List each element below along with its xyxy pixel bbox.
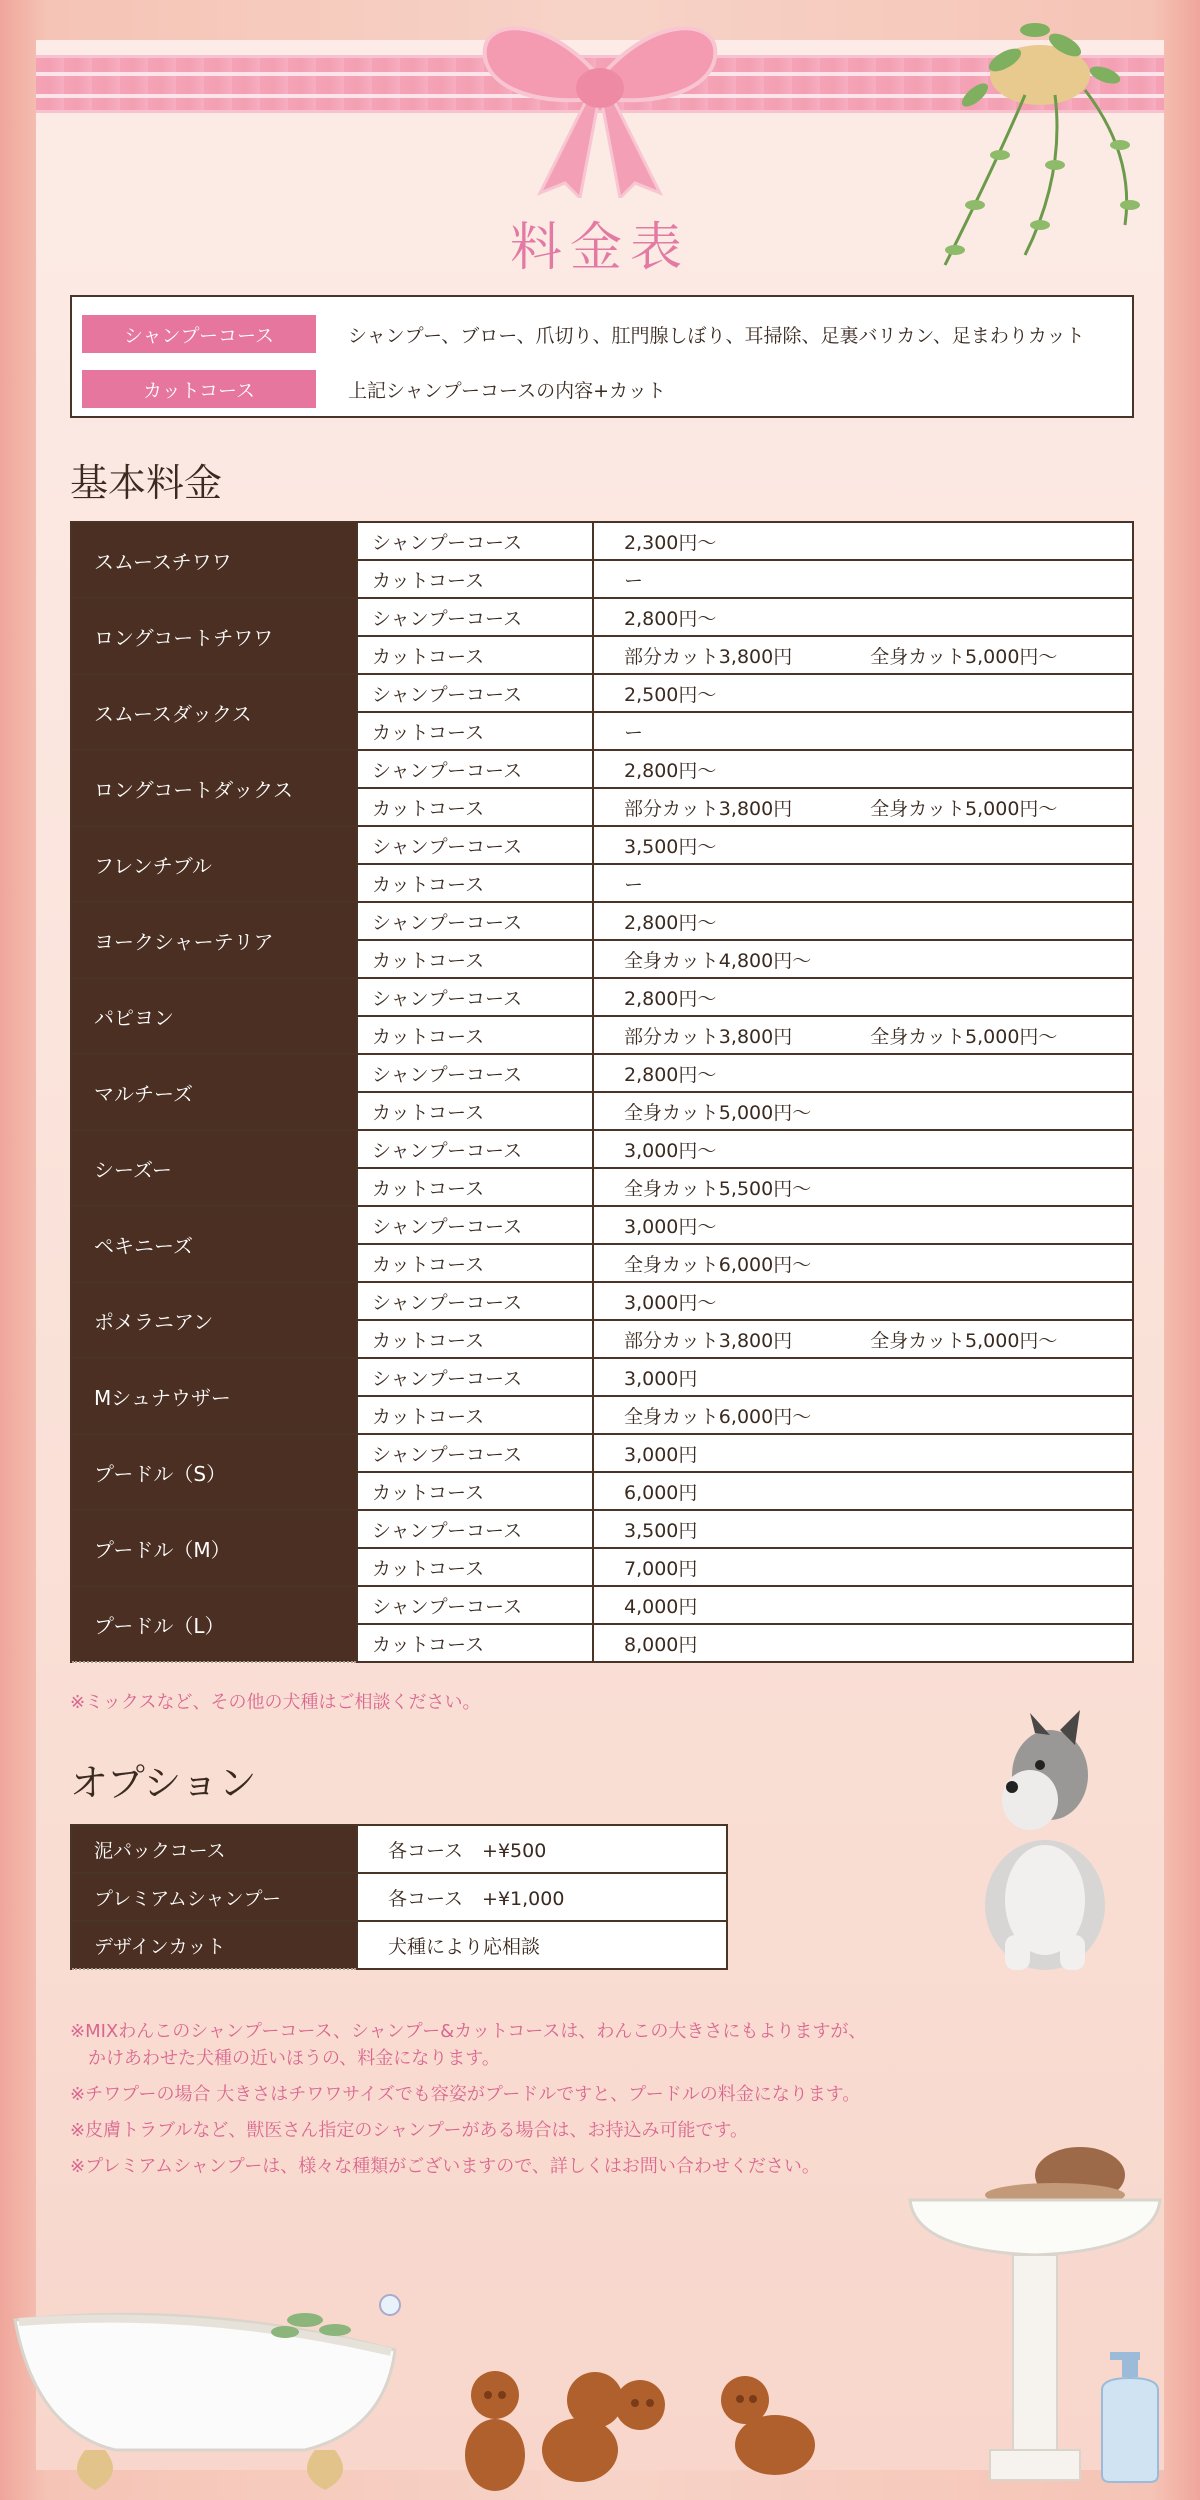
course-name: カットコース bbox=[357, 1396, 593, 1434]
price-value bbox=[593, 902, 1133, 940]
price-primary: 部分カット3,800円 bbox=[624, 1025, 793, 1048]
course-name: シャンプーコース bbox=[357, 750, 593, 788]
price-primary: 4,000円 bbox=[624, 1595, 698, 1618]
course-name: シャンプーコース bbox=[357, 1434, 593, 1472]
price-table bbox=[70, 521, 1134, 1663]
price-value bbox=[593, 826, 1133, 864]
price-primary: 3,500円 bbox=[624, 1519, 698, 1542]
course-row-shampoo bbox=[82, 311, 1122, 357]
basic-price-heading: 基本料金 bbox=[70, 461, 223, 505]
breed-name: ロングコートチワワ bbox=[71, 598, 357, 674]
breed-name: ヨークシャーテリア bbox=[71, 902, 357, 978]
price-value bbox=[593, 788, 1133, 826]
price-value bbox=[593, 940, 1133, 978]
price-value bbox=[593, 978, 1133, 1016]
price-primary: 8,000円 bbox=[624, 1633, 698, 1656]
price-primary: 3,000円～ bbox=[624, 1291, 717, 1314]
price-value bbox=[593, 560, 1133, 598]
price-primary: 部分カット3,800円 bbox=[624, 645, 793, 668]
price-primary: 2,800円～ bbox=[624, 607, 717, 630]
note-item: ※MIXわんこのシャンプーコース、シャンプー&カットコースは、わんこの大きさにもよりますが、 かけあわせた犬種の近いほうの、料金になります。 bbox=[70, 2021, 867, 2069]
option-value: 各コース +¥1,000 bbox=[357, 1873, 727, 1921]
price-secondary: 全身カット5,000円～ bbox=[870, 645, 1058, 668]
price-value bbox=[593, 1092, 1133, 1130]
table-row bbox=[71, 826, 1133, 864]
price-value bbox=[593, 1548, 1133, 1586]
course-name: カットコース bbox=[357, 940, 593, 978]
course-name: シャンプーコース bbox=[357, 1206, 593, 1244]
price-primary: 全身カット5,000円～ bbox=[624, 1101, 812, 1124]
price-value bbox=[593, 636, 1133, 674]
note-item: ※プレミアムシャンプーは、様々な種類がございますので、詳しくはお問い合わせください。 bbox=[70, 2156, 820, 2177]
course-name: シャンプーコース bbox=[357, 674, 593, 712]
basic-note: ※ミックスなど、その他の犬種はご相談ください。 bbox=[70, 1692, 481, 1713]
price-value bbox=[593, 1358, 1133, 1396]
option-row bbox=[71, 1921, 727, 1969]
price-primary: 2,500円～ bbox=[624, 683, 717, 706]
ribbon-bow-icon bbox=[470, 8, 730, 198]
table-row bbox=[71, 1358, 1133, 1396]
course-name: シャンプーコース bbox=[357, 1510, 593, 1548]
option-value: 各コース +¥500 bbox=[357, 1825, 727, 1873]
notes-list bbox=[70, 2018, 970, 2189]
course-name: カットコース bbox=[357, 1092, 593, 1130]
table-row bbox=[71, 1434, 1133, 1472]
note-item: ※皮膚トラブルなど、獣医さん指定のシャンプーがある場合は、お持込み可能です。 bbox=[70, 2120, 749, 2141]
course-row-cut bbox=[82, 366, 1122, 412]
price-primary: 部分カット3,800円 bbox=[624, 1329, 793, 1352]
breed-name: マルチーズ bbox=[71, 1054, 357, 1130]
price-primary: 3,500円～ bbox=[624, 835, 717, 858]
course-desc: 上記シャンプーコースの内容+カット bbox=[348, 379, 666, 402]
price-value bbox=[593, 522, 1133, 560]
breed-name: パピヨン bbox=[71, 978, 357, 1054]
breed-name: ロングコートダックス bbox=[71, 750, 357, 826]
table-row bbox=[71, 1130, 1133, 1168]
table-row bbox=[71, 902, 1133, 940]
course-name: カットコース bbox=[357, 1472, 593, 1510]
price-value bbox=[593, 1054, 1133, 1092]
course-tag: シャンプーコース bbox=[82, 315, 316, 353]
course-name: シャンプーコース bbox=[357, 1282, 593, 1320]
breed-name: プードル（L） bbox=[71, 1586, 357, 1662]
price-primary: 3,000円 bbox=[624, 1443, 698, 1466]
soap-bottle-icon bbox=[1090, 2350, 1170, 2485]
option-name: プレミアムシャンプー bbox=[71, 1873, 357, 1921]
course-name: カットコース bbox=[357, 788, 593, 826]
table-row bbox=[71, 522, 1133, 560]
price-value bbox=[593, 1586, 1133, 1624]
option-name: 泥パックコース bbox=[71, 1825, 357, 1873]
price-value bbox=[593, 1016, 1133, 1054]
table-row bbox=[71, 1206, 1133, 1244]
breed-name: スムースダックス bbox=[71, 674, 357, 750]
option-row bbox=[71, 1873, 727, 1921]
course-name: シャンプーコース bbox=[357, 1054, 593, 1092]
table-row bbox=[71, 1282, 1133, 1320]
note-item: ※チワプーの場合 大きさはチワワサイズでも容姿がプードルですと、プードルの料金になります。 bbox=[70, 2084, 861, 2105]
course-name: カットコース bbox=[357, 1244, 593, 1282]
price-value bbox=[593, 1472, 1133, 1510]
price-value bbox=[593, 1282, 1133, 1320]
schnauzer-dog-icon bbox=[960, 1705, 1130, 1975]
course-name: カットコース bbox=[357, 1320, 593, 1358]
price-value bbox=[593, 1206, 1133, 1244]
price-value bbox=[593, 750, 1133, 788]
option-row bbox=[71, 1825, 727, 1873]
price-primary: 部分カット3,800円 bbox=[624, 797, 793, 820]
breed-name: シーズー bbox=[71, 1130, 357, 1206]
price-value bbox=[593, 1168, 1133, 1206]
price-value bbox=[593, 712, 1133, 750]
option-table bbox=[70, 1824, 728, 1970]
price-value bbox=[593, 674, 1133, 712]
course-desc: シャンプー、ブロー、爪切り、肛門腺しぼり、耳掃除、足裏バリカン、足まわりカット bbox=[348, 324, 1085, 347]
price-primary: 全身カット6,000円～ bbox=[624, 1253, 812, 1276]
course-name: カットコース bbox=[357, 636, 593, 674]
price-primary: ー bbox=[624, 569, 644, 592]
price-value bbox=[593, 1396, 1133, 1434]
poodle-dog-icon bbox=[455, 2355, 875, 2495]
breed-name: Mシュナウザー bbox=[71, 1358, 357, 1434]
table-row bbox=[71, 598, 1133, 636]
course-name: カットコース bbox=[357, 560, 593, 598]
breed-name: プードル（S） bbox=[71, 1434, 357, 1510]
course-name: カットコース bbox=[357, 712, 593, 750]
price-value bbox=[593, 1624, 1133, 1662]
course-description-box bbox=[70, 295, 1134, 418]
price-primary: 2,800円～ bbox=[624, 987, 717, 1010]
price-primary: 2,300円～ bbox=[624, 531, 717, 554]
page-title: 料金表 bbox=[509, 218, 690, 278]
price-value bbox=[593, 1320, 1133, 1358]
table-row bbox=[71, 750, 1133, 788]
breed-name: フレンチブル bbox=[71, 826, 357, 902]
price-value bbox=[593, 598, 1133, 636]
course-name: シャンプーコース bbox=[357, 1130, 593, 1168]
price-secondary: 全身カット5,000円～ bbox=[870, 1329, 1058, 1352]
course-name: カットコース bbox=[357, 1548, 593, 1586]
course-name: カットコース bbox=[357, 1168, 593, 1206]
price-primary: 全身カット6,000円～ bbox=[624, 1405, 812, 1428]
option-heading: オプション bbox=[70, 1761, 257, 1805]
course-name: シャンプーコース bbox=[357, 598, 593, 636]
price-primary: 6,000円 bbox=[624, 1481, 698, 1504]
bathtub-icon bbox=[5, 2260, 425, 2500]
option-value: 犬種により応相談 bbox=[357, 1921, 727, 1969]
breed-name: プードル（M） bbox=[71, 1510, 357, 1586]
price-primary: 2,800円～ bbox=[624, 1063, 717, 1086]
price-primary: ー bbox=[624, 721, 644, 744]
course-name: カットコース bbox=[357, 864, 593, 902]
price-primary: 3,000円～ bbox=[624, 1215, 717, 1238]
price-value bbox=[593, 1244, 1133, 1282]
course-name: シャンプーコース bbox=[357, 522, 593, 560]
price-secondary: 全身カット5,000円～ bbox=[870, 1025, 1058, 1048]
price-primary: 全身カット5,500円～ bbox=[624, 1177, 812, 1200]
course-name: カットコース bbox=[357, 1624, 593, 1662]
price-primary: 3,000円～ bbox=[624, 1139, 717, 1162]
price-value bbox=[593, 1434, 1133, 1472]
price-value bbox=[593, 1510, 1133, 1548]
course-name: シャンプーコース bbox=[357, 902, 593, 940]
price-secondary: 全身カット5,000円～ bbox=[870, 797, 1058, 820]
table-row bbox=[71, 1586, 1133, 1624]
price-value bbox=[593, 1130, 1133, 1168]
breed-name: スムースチワワ bbox=[71, 522, 357, 598]
course-tag: カットコース bbox=[82, 370, 316, 408]
course-name: シャンプーコース bbox=[357, 826, 593, 864]
course-name: シャンプーコース bbox=[357, 1586, 593, 1624]
breed-name: ポメラニアン bbox=[71, 1282, 357, 1358]
option-name: デザインカット bbox=[71, 1921, 357, 1969]
course-name: シャンプーコース bbox=[357, 1358, 593, 1396]
table-row bbox=[71, 978, 1133, 1016]
table-row bbox=[71, 1054, 1133, 1092]
price-primary: 7,000円 bbox=[624, 1557, 698, 1580]
price-primary: 全身カット4,800円～ bbox=[624, 949, 812, 972]
price-primary: ー bbox=[624, 873, 644, 896]
price-primary: 3,000円 bbox=[624, 1367, 698, 1390]
breed-name: ペキニーズ bbox=[71, 1206, 357, 1282]
price-primary: 2,800円～ bbox=[624, 759, 717, 782]
table-row bbox=[71, 674, 1133, 712]
price-value bbox=[593, 864, 1133, 902]
course-name: カットコース bbox=[357, 1016, 593, 1054]
table-row bbox=[71, 1510, 1133, 1548]
course-name: シャンプーコース bbox=[357, 978, 593, 1016]
price-primary: 2,800円～ bbox=[624, 911, 717, 934]
